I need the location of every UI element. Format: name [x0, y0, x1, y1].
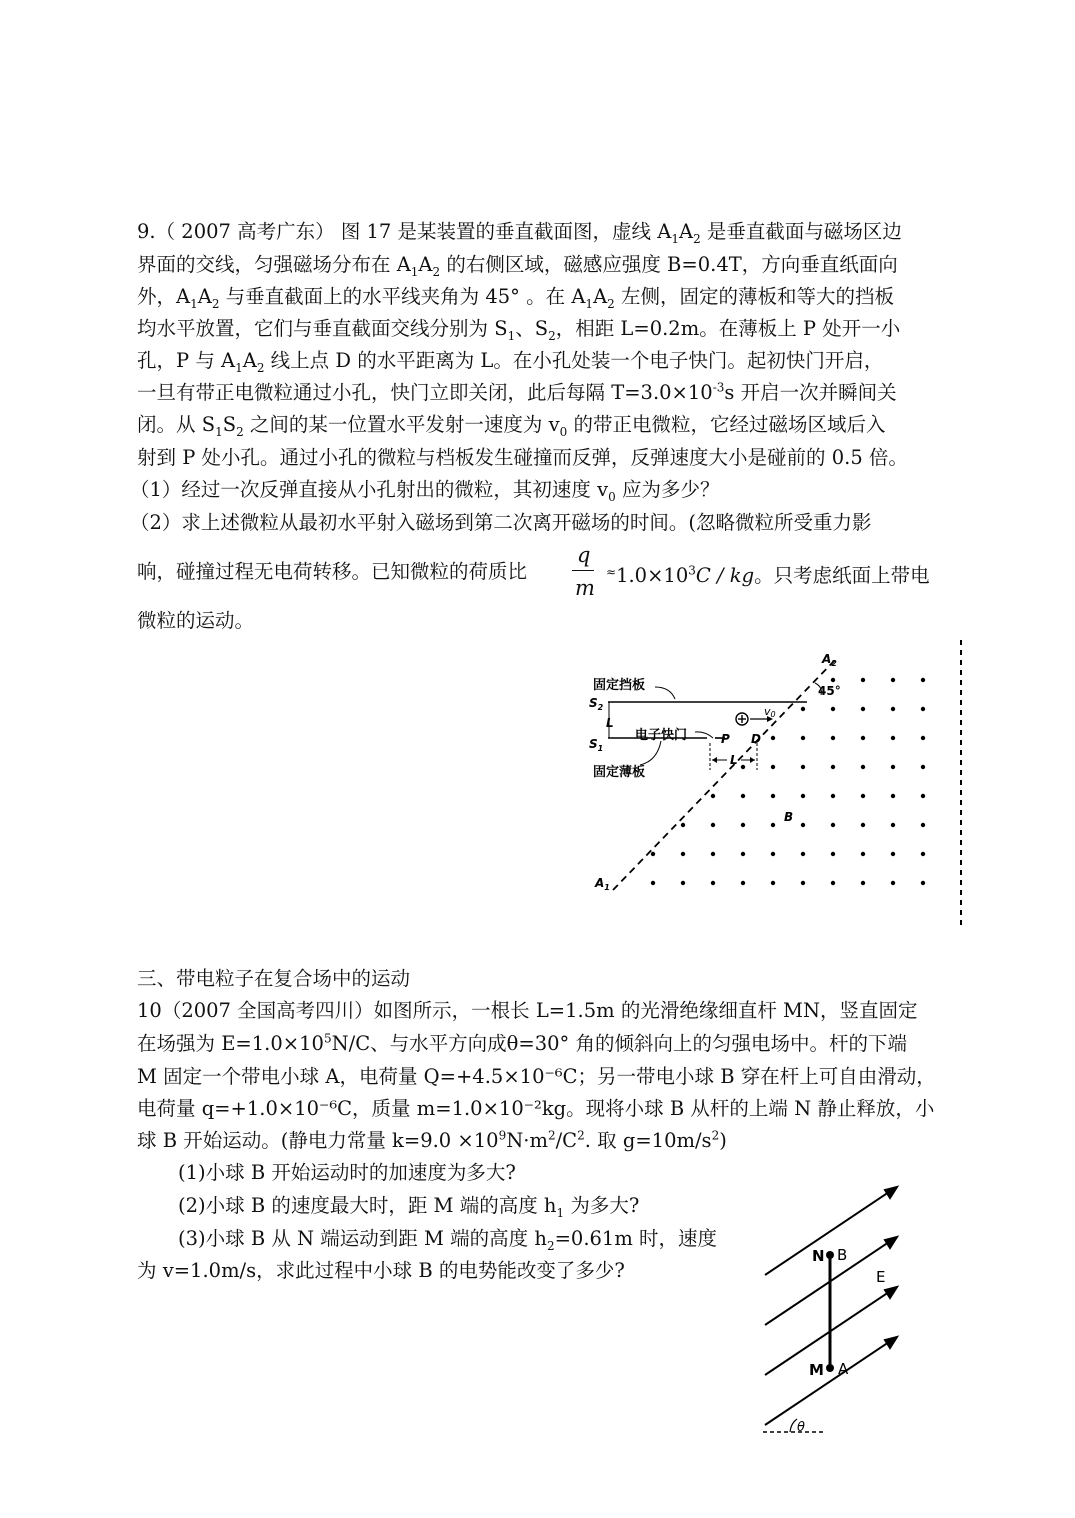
field-dot [921, 765, 925, 769]
label-P: P [721, 732, 730, 746]
field-dot [831, 678, 835, 682]
field-dot [831, 823, 835, 827]
label-A2: $A_2$ [822, 652, 837, 668]
label-plate-gap-L: L [606, 716, 614, 730]
field-dot [891, 881, 895, 885]
field-dot [831, 852, 835, 856]
baffle-leader-line [655, 687, 675, 699]
ball-B [826, 1251, 834, 1259]
field-dot [921, 881, 925, 885]
field-dot [861, 765, 865, 769]
field-dot [891, 736, 895, 740]
p10-line-4: 电荷量 q=+1.0×10⁻⁶C，质量 m=1.0×10⁻²kg。现将小球 B 从杆的上端 N 静止释放，小 [137, 1097, 935, 1120]
field-dot [801, 707, 805, 711]
field-dot [711, 881, 715, 885]
arrowhead [750, 757, 755, 763]
field-dot [651, 881, 655, 885]
label-s2: $S_2$ [589, 696, 604, 712]
field-dot [771, 765, 775, 769]
label-A: A [838, 1360, 849, 1378]
field-dot [801, 881, 805, 885]
charge-mass-ratio: $^\approx 1.0\times 10^3C$ / kg。只考虑纸面上带电 [606, 563, 930, 587]
p9-line-4: 均水平放置，它们与垂直截面交线分别为 $S_1$、$S_2$，相距 L=0.2m。在薄板上 P 处开一小 [137, 317, 901, 343]
field-dot [891, 707, 895, 711]
field-dot [861, 707, 865, 711]
arrowhead [885, 1287, 897, 1298]
field-dot [921, 707, 925, 711]
label-B: B [837, 1246, 848, 1264]
field-dot [771, 736, 775, 740]
field-dot [771, 852, 775, 856]
field-dot [711, 794, 715, 798]
label-M: M [809, 1361, 824, 1379]
arrowhead [885, 1187, 897, 1198]
field-dot [861, 794, 865, 798]
label-theta: θ [797, 1420, 805, 1435]
p9-question-1: （1）经过一次反弹直接从小孔射出的微粒，其初速度 $v_0$ 应为多少？ [130, 478, 720, 504]
field-dot [921, 823, 925, 827]
field-dot [891, 794, 895, 798]
ball-A [826, 1364, 834, 1372]
field-dot [681, 881, 685, 885]
field-dot [891, 765, 895, 769]
shutter-leader-line [695, 732, 713, 738]
thin-plate-leader-line [640, 741, 661, 765]
field-dot [831, 736, 835, 740]
field-dot [741, 852, 745, 856]
field-dot [771, 881, 775, 885]
p9-line-11: 响，碰撞过程无电荷转移。已知微粒的荷质比 [137, 560, 528, 583]
label-B: B [784, 810, 794, 824]
magnetic-field-dots [651, 678, 925, 885]
field-dot [861, 881, 865, 885]
field-dot [831, 765, 835, 769]
label-N: N [812, 1247, 825, 1265]
label-distance-L: L [730, 753, 738, 767]
field-dot [831, 881, 835, 885]
field-dot [711, 823, 715, 827]
fraction-bar [572, 570, 594, 571]
p10-line-3: M 固定一个带电小球 A，电荷量 Q=+4.5×10⁻⁶C；另一带电小球 B 穿在杆上可自由滑动， [137, 1065, 936, 1088]
figure-rod-in-field [755, 1180, 905, 1440]
p10-question-3-cont: 为 v=1.0m/s，求此过程中小球 B 的电势能改变了多少? [137, 1259, 625, 1282]
figure-17 [545, 635, 970, 935]
field-dot [921, 852, 925, 856]
fraction-denominator: m [575, 576, 595, 600]
equals-glyph: ≈ [606, 565, 617, 579]
arrowhead [885, 1337, 897, 1348]
field-dot [771, 823, 775, 827]
field-dot [861, 736, 865, 740]
field-dot [861, 823, 865, 827]
field-dot [681, 852, 685, 856]
label-electron-shutter: 电子快门 [635, 728, 688, 743]
label-D: D [751, 732, 761, 746]
field-dot [801, 736, 805, 740]
arrowhead [885, 1237, 897, 1248]
theta-arc [790, 1419, 797, 1432]
field-dot [681, 823, 685, 827]
fraction-numerator: q [577, 543, 591, 567]
field-dot [861, 852, 865, 856]
field-dot [651, 852, 655, 856]
field-dot [801, 765, 805, 769]
label-45-degrees: 45° [818, 684, 841, 698]
p10-line-1: 10（2007 全国高考四川）如图所示，一根长 L=1.5m 的光滑绝缘细直杆 MN，竖直固定 [137, 999, 918, 1022]
field-dot [711, 852, 715, 856]
field-dot [861, 678, 865, 682]
field-dot [801, 852, 805, 856]
label-fixed-thin-plate: 固定薄板 [593, 765, 646, 780]
section-heading: 三、带电粒子在复合场中的运动 [137, 967, 411, 990]
label-A1: $A_1$ [595, 876, 610, 892]
field-dot [741, 794, 745, 798]
field-dot [921, 794, 925, 798]
p10-question-2: (2)小球 B 的速度最大时，距 M 端的高度 $h_1$ 为多大? [178, 1194, 640, 1220]
p10-line-2: 在场强为 $E=1.0\times 10^5N/C$、与水平方向成θ=30° 角的倾斜向上的匀强电场中。杆的下端 [137, 1031, 907, 1055]
field-dot [891, 823, 895, 827]
field-dot [891, 678, 895, 682]
field-dot [831, 707, 835, 711]
field-dot [891, 852, 895, 856]
p9-question-2: （2）求上述微粒从最初水平射入磁场到第二次离开磁场的时间。(忽略微粒所受重力影 [130, 511, 872, 534]
field-dot [921, 736, 925, 740]
p9-line-2: 界面的交线，匀强磁场分布在 $A_1A_2$ 的右侧区域，磁感应强度 B=0.4T，方向垂直纸面向 [137, 253, 898, 279]
field-dot [741, 823, 745, 827]
p9-line-12: 微粒的运动。 [137, 609, 255, 632]
p9-line-5: 孔，P 与 $A_1A_2$ 线上点 D 的水平距离为 L。在小孔处装一个电子快门。起初快门开启， [137, 349, 884, 375]
label-s1: $S_1$ [589, 737, 604, 753]
label-fixed-baffle: 固定挡板 [593, 678, 646, 693]
field-dot [741, 881, 745, 885]
p9-line-8: 射到 P 处小孔。通过小孔的微粒与档板发生碰撞而反弹，反弹速度大小是碰前的 0.5 倍。 [137, 446, 908, 469]
p9-line-3: 外，$A_1A_2$ 与垂直截面上的水平线夹角为 45° 。在 $A_1A_2$ 左侧，固定的薄板和等大的挡板 [137, 285, 894, 311]
p10-question-3: (3)小球 B 从 N 端运动到距 M 端的高度 $h_2=0.61m$ 时，速度 [178, 1227, 718, 1253]
label-E: E [876, 1268, 886, 1286]
field-dot [831, 794, 835, 798]
p9-line-1: 9.（ 2007 高考广东） 图 17 是某装置的垂直截面图，虚线 $A_1A_2$ 是垂直截面与磁场区边 [137, 220, 902, 246]
field-dot [771, 794, 775, 798]
p9-line-7: 闭。从 $S_1S_2$ 之间的某一位置水平发射一速度为 $v_0$ 的带正电微粒，它经过磁场区域后入 [137, 413, 886, 439]
p9-line-6: 一旦有带正电微粒通过小孔，快门立即关闭，此后每隔 $T=3.0\times 10^{-3}s$ 开启一次并瞬间关 [137, 380, 897, 404]
field-dot [741, 765, 745, 769]
field-dot [801, 823, 805, 827]
p10-line-5: 球 B 开始运动。(静电力常量 $k=9.0 \times 10^9N\cdot m^2/C^2$. 取 $g=10m/s^2$) [137, 1128, 727, 1152]
field-dot [921, 678, 925, 682]
label-v0: v0 [764, 705, 776, 719]
p10-question-1: (1)小球 B 开始运动时的加速度为多大? [178, 1161, 516, 1184]
field-dot [801, 794, 805, 798]
arrowhead [712, 757, 717, 763]
